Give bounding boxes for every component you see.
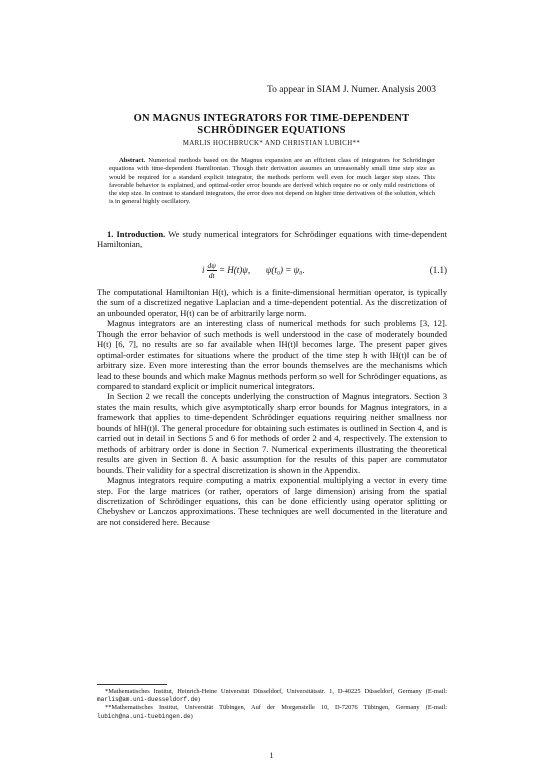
title-line-1: ON MAGNUS INTEGRATORS FOR TIME-DEPENDENT [133, 113, 410, 124]
abstract [109, 157, 435, 207]
footnotes [97, 684, 447, 721]
paragraph-4: Magnus integrators require computing a matrix exponential multiplying a vector in every time step. For the large matrices (or rather, operators of large dimension) arising from the spatial discretization of Schrödinger equations, this can be done efficiently using operator splitting or Chebyshev or Lanczos approximations. These techniques are well documented in the literature and are not considered here. Because [97, 475, 447, 527]
abstract-lead: Abstract. [119, 157, 146, 164]
equation-number: (1.1) [429, 264, 447, 275]
abstract-text: Numerical methods based on the Magnus expansion are an efficient class of integrators for Schrödinger equations with time-dependent Hamiltonian. Though their derivation assumes an unreasonably small time step size as would be required for a standard explicit integrator, the methods perform well even for much larger step sizes. This favorable behavior is explained, and optimal-order error bounds are derived which require no or only mild restrictions of the step size. In contrast to standard integrators, the error does not depend on higher time derivatives of the solution, which is in general highly oscillatory. [109, 157, 435, 206]
footnote-1-text: *Mathematisches Institut, Heinrich-Heine Universität Düsseldorf, Universitätsstr. 1, D-40225 Düsseldorf, Germany (E-mail: [105, 688, 447, 695]
eq-numerator: dψ [207, 260, 216, 270]
footnote-2-email: lubich@na.uni-tuebingen.de [97, 712, 191, 720]
footnote-1-email: marlis@am.uni-duesseldorf.de [97, 696, 198, 704]
title-line-2: SCHRÖDINGER EQUATIONS [197, 125, 346, 136]
paragraph-3: In Section 2 we recall the concepts underlying the construction of Magnus integrators. Section 3 states the main results, which give asymptotically sharp error bounds for Magnus integrators, in a framework that applies to time-dependent Schrödinger equations requiring neither smallness nor bounds of h‖H(t)‖. The general procedure for obtaining such estimates is outlined in Section 4, and is carried out in detail in Sections 5 and 6 for methods of order 2 and 4, respectively. The extension to methods of arbitrary order is done in Section 7. Numerical experiments illustrating the theoretical results are given in Section 8. A basic assumption for the results of this paper are commutator bounds. Their validity for a spectral discretization is shown in the Appendix. [97, 391, 447, 475]
eq-fraction [207, 261, 217, 280]
equation-1-1 [97, 255, 447, 283]
footnote-1 [97, 688, 447, 704]
footnote-1-close: ) [197, 696, 200, 704]
footnote-2-text: **Mathematisches Institut, Universität Tübingen, Auf der Morgenstelle 10, D-72076 Tübingen, Germany (E-mail: [105, 704, 447, 712]
paper-title [0, 113, 543, 137]
page-number: 1 [269, 751, 274, 760]
section-introduction [97, 229, 447, 527]
journal-note: To appear in SIAM J. Numer. Analysis 2003 [266, 85, 436, 95]
eq-rhs: = H(t)ψ, ψ(t₀) = ψ₀. [218, 265, 305, 276]
paragraph-1: The computational Hamiltonian H(t), which is a finite-dimensional hermitian operator, is typically the sum of a discretized negative Laplacian and a time-dependent potential. As the discretization of an unbounded operator, H(t) can be of arbitrarily large norm. [97, 286, 447, 318]
intro-text: We study numerical integrators for Schrödinger equations with time-dependent Hamiltonian, [97, 229, 447, 250]
intro-paragraph [97, 229, 447, 250]
footnote-2-close: ) [190, 712, 193, 720]
footnote-rule [97, 684, 167, 685]
paragraph-2: Magnus integrators are an interesting class of numerical methods for such problems [3, 12]. Though the error behavior of such methods is well understood in the case of moderately bounded H(t) [6, 7], no results are so far available when ‖H(t)‖ becomes large. The present paper gives optimal-order estimates for situations where the product of the time step h with ‖H(t)‖ can be of arbitrary size. Even more interesting than the error bounds themselves are the mechanisms which lead to these bounds and which make Magnus methods perform so well for Schrödinger equations, as compared to standard explicit or implicit numerical integrators. [97, 318, 447, 391]
eq-prefix: i [202, 265, 205, 276]
section-heading: 1. Introduction. [107, 229, 166, 239]
footnote-2 [97, 704, 447, 720]
authors: MARLIS HOCHBRUCK* AND CHRISTIAN LUBICH** [182, 140, 361, 147]
eq-denominator: dt [208, 270, 215, 280]
